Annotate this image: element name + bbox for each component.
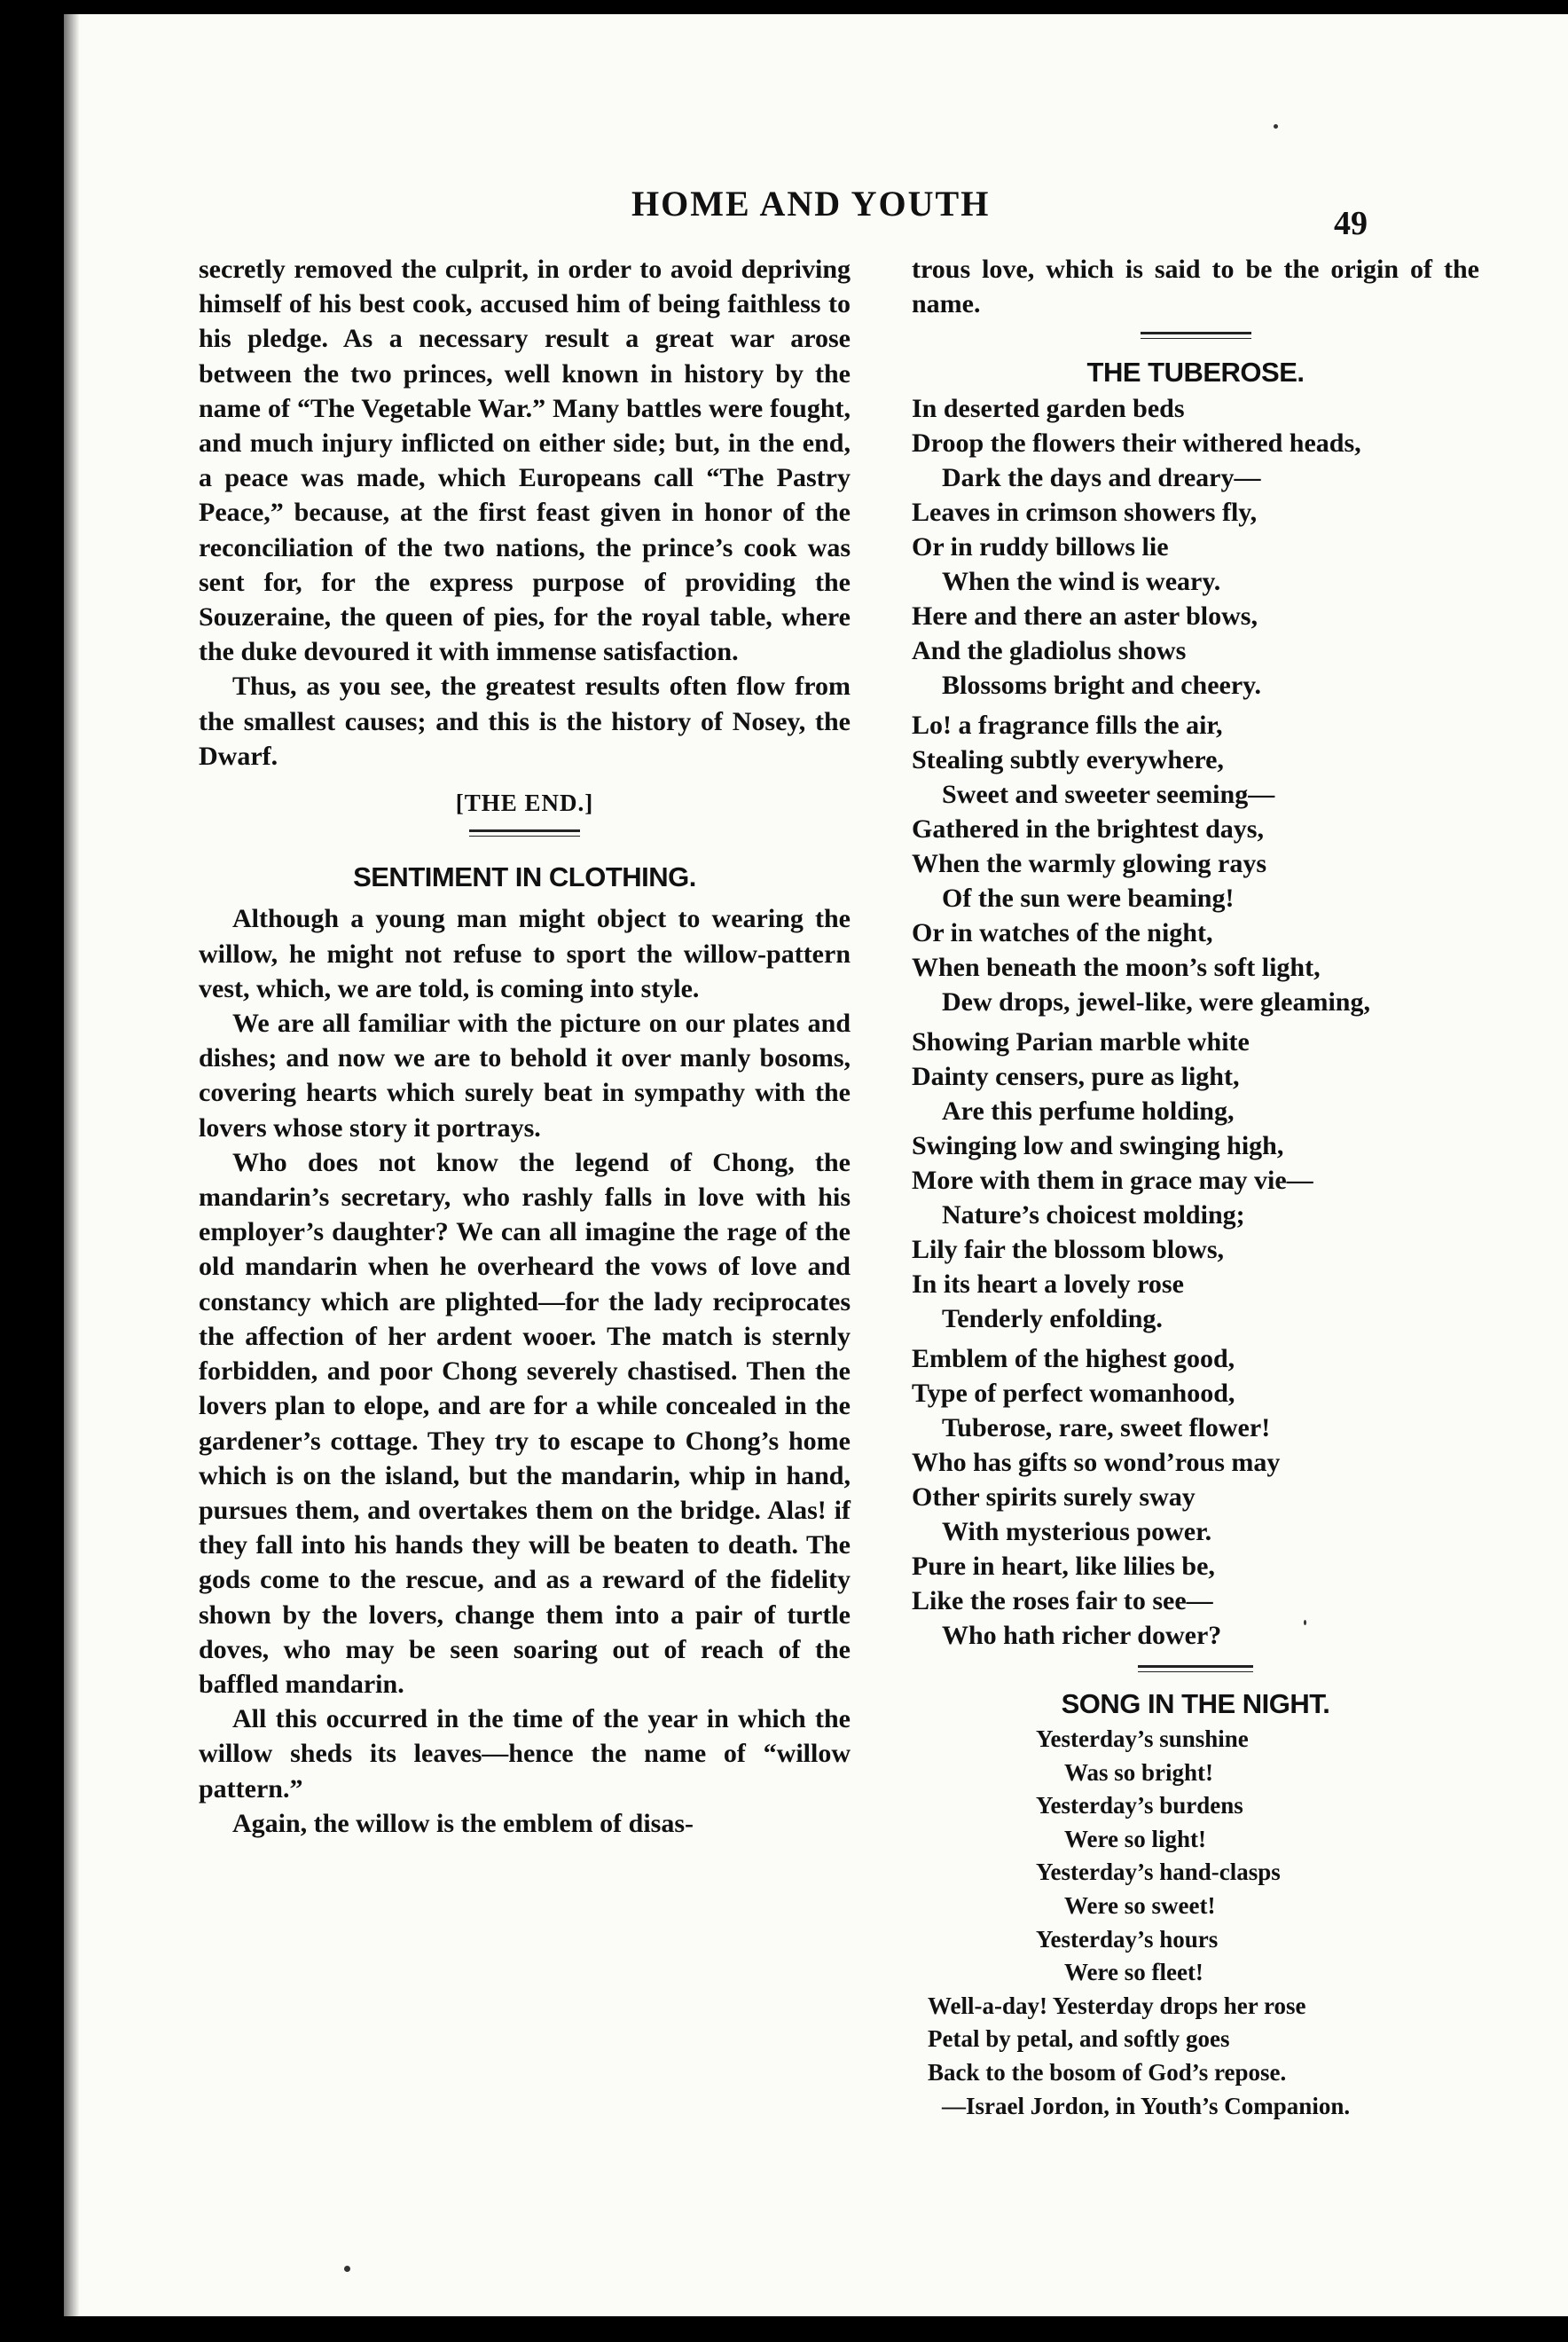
divider-rule — [1141, 332, 1251, 339]
poem-line: And the gladiolus shows — [912, 636, 1187, 665]
attribution: —Israel Jordon, in Youth’s Companion. — [942, 2092, 1351, 2119]
poem-line: Here and there an aster blows, — [912, 601, 1258, 631]
print-speck — [344, 2266, 350, 2272]
poem-line: Gathered in the brightest days, — [912, 814, 1264, 844]
poem-line: Blossoms bright and cheery. — [942, 671, 1262, 700]
poem-line: Showing Parian marble white — [912, 1027, 1250, 1057]
paragraph: Thus, as you see, the greatest results often flow from the smallest causes; and this is the history of Nosey, the Dwarf. — [199, 672, 851, 771]
poem-body — [912, 391, 1479, 1653]
poem-line: Who has gifts so wond’rous may — [912, 1448, 1281, 1477]
poem-title: SONG IN THE NIGHT. — [1061, 1688, 1330, 1719]
magazine-page — [64, 14, 1568, 2316]
poem-line: More with them in grace may vie— — [912, 1166, 1313, 1195]
divider-rule — [1138, 1665, 1253, 1672]
poem-line: Lily fair the blossom blows, — [912, 1235, 1224, 1264]
poem-line: Tenderly enfolding. — [942, 1304, 1163, 1333]
song-body — [912, 1723, 1479, 2123]
poem-line: Yesterday’s hours — [1036, 1925, 1219, 1953]
poem-stanza — [912, 708, 1479, 1019]
poem-line: Dainty censers, pure as light, — [912, 1062, 1240, 1091]
right-column — [912, 252, 1479, 2123]
paragraph: All this occurred in the time of the year in which the willow sheds its leaves—hence the name of “willow pattern.” — [199, 1704, 851, 1804]
poem-line: Dew drops, jewel-like, were gleaming, — [942, 987, 1370, 1017]
paragraph: secretly removed the culprit, in order to avoid depriving himself of his best cook, accused him of being faithless to his pledge. As a necessary result a great war arose between the two princes, well known in history by the name of “The Vegetable War.” Many battles were fought, and much injury inflicted on either side; but, in the end, a peace was made, which Europeans call “The Pastry Peace,” because, at the first feast given in honor of the reconciliation of the two nations, the prince’s cook was sent for, for the express purpose of providing the Souzeraine, the queen of pies, for the royal table, where the duke devoured it with immense satisfaction. — [199, 255, 851, 667]
print-speck — [1274, 124, 1278, 129]
poem-line: Or in watches of the night, — [912, 918, 1213, 947]
paragraph: We are all familiar with the picture on our plates and dishes; and now we are to behold it over manly bosoms, covering hearts which surely beat in sympathy with the lovers whose story it portrays. — [199, 1009, 851, 1143]
poem-line: Droop the flowers their withered heads, — [912, 428, 1361, 458]
poem-line: Yesterday’s burdens — [1036, 1792, 1243, 1819]
poem-title: THE TUBEROSE. — [1086, 357, 1305, 388]
poem-line: Were so light! — [1064, 1825, 1206, 1852]
poem-line: Stealing subtly everywhere, — [912, 745, 1224, 774]
poem-line: Yesterday’s sunshine — [1036, 1725, 1249, 1752]
paragraph: Although a young man might object to wearing the willow, he might not refuse to sport the willow-pattern vest, which, we are told, is coming into style. — [199, 904, 851, 1003]
poem-line: Sweet and sweeter seeming— — [942, 780, 1275, 809]
running-header: HOME AND YOUTH — [631, 184, 991, 224]
poem-line: Emblem of the highest good, — [912, 1344, 1235, 1373]
poem-stanza — [912, 1341, 1479, 1653]
poem-line: Tuberose, rare, sweet flower! — [942, 1413, 1271, 1442]
poem-line: Back to the bosom of God’s repose. — [928, 2058, 1287, 2086]
poem-line: Like the roses fair to see— — [912, 1586, 1213, 1615]
the-end-marker: [THE END.] — [455, 790, 594, 817]
poem-line: Swinging low and swinging high, — [912, 1131, 1284, 1160]
divider-rule — [469, 829, 580, 837]
poem-line: Or in ruddy billows lie — [912, 532, 1169, 562]
poem-line: Was so bright! — [1064, 1758, 1214, 1786]
poem-line: Of the sun were beaming! — [942, 884, 1235, 913]
poem-line: Who hath richer dower? — [942, 1621, 1222, 1650]
poem-line: Petal by petal, and softly goes — [928, 2025, 1230, 2053]
paragraph-continuation: trous love, which is said to be the origin of the name. — [912, 255, 1479, 318]
poem-line: Were so sweet! — [1064, 1891, 1216, 1919]
poem-line: Leaves in crimson showers fly, — [912, 498, 1258, 527]
print-speck — [1304, 1620, 1306, 1625]
poem-line: Pure in heart, like lilies be, — [912, 1552, 1215, 1581]
article-title: SENTIMENT IN CLOTHING. — [353, 861, 696, 893]
poem-line: Were so fleet! — [1064, 1959, 1203, 1986]
poem-line: Lo! a fragrance fills the air, — [912, 711, 1223, 740]
poem-line: In deserted garden beds — [912, 394, 1185, 423]
paragraph: Who does not know the legend of Chong, the mandarin’s secretary, who rashly falls in love with his employer’s daughter? We can all imagine the rage of the old mandarin when he overheard the vows of love and constancy which are plighted—for the lady reciprocates the affection of her ardent wooer. The match is sternly forbidden, and poor Chong severely chastised. Then the lovers plan to elope, and are for a while concealed in the gardener’s cottage. They try to escape to Chong’s home which is on the island, but the mandarin, whip in hand, pursues them, and overtakes them on the bridge. Alas! if they fall into his hands they will be beaten to death. The gods come to the rescue, and as a reward of the fidelity shown by the lovers, change them into a pair of turtle doves, who may be seen soaring out of reach of the baffled mandarin. — [199, 1147, 851, 1699]
poem-line: Type of perfect womanhood, — [912, 1379, 1235, 1408]
poem-line: Other spirits surely sway — [912, 1482, 1196, 1512]
page-number: 49 — [1334, 205, 1368, 242]
poem-line: When the warmly glowing rays — [912, 849, 1266, 878]
poem-line: When beneath the moon’s soft light, — [912, 953, 1321, 982]
poem-stanza — [912, 391, 1479, 703]
poem-line: In its heart a lovely rose — [912, 1269, 1184, 1299]
poem-stanza — [912, 1025, 1479, 1336]
poem-line: Well-a-day! Yesterday drops her rose — [928, 1992, 1306, 2019]
paragraph: Again, the willow is the emblem of disas- — [232, 1808, 694, 1838]
poem-line: Yesterday’s hand-clasps — [1036, 1859, 1281, 1886]
poem-line: Nature’s choicest molding; — [942, 1200, 1245, 1230]
left-column — [199, 252, 851, 1841]
page-edge-shadow — [64, 14, 80, 2316]
poem-line: With mysterious power. — [942, 1517, 1212, 1546]
poem-line: When the wind is weary. — [942, 567, 1221, 596]
poem-line: Are this perfume holding, — [942, 1096, 1235, 1126]
poem-line: Dark the days and dreary— — [942, 463, 1261, 492]
